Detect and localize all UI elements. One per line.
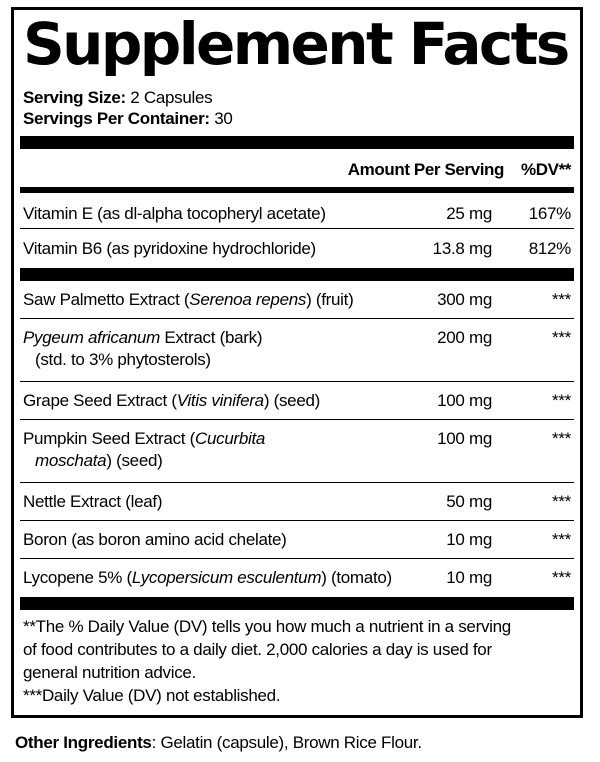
ingredient-amount: 50 mg [446, 492, 492, 511]
serving-size-label: Serving Size: [23, 88, 126, 107]
ingredient-dv: *** [552, 391, 571, 410]
supplement-facts-panel [11, 7, 583, 718]
nutrient-dv: 167% [528, 204, 571, 223]
ingredient-row [20, 428, 574, 483]
nutrient-amount: 25 mg [446, 204, 492, 223]
ingredient-amount: 10 mg [446, 568, 492, 587]
ingredient-name: Pygeum africanum Extract (bark) [23, 328, 263, 347]
medium-divider [20, 187, 574, 193]
nutrient-amount: 13.8 mg [432, 239, 492, 258]
ingredient-dv: *** [552, 429, 571, 448]
ingredient-amount: 100 mg [437, 391, 492, 410]
footnote-line: general nutrition advice. [23, 663, 197, 682]
ingredient-row [20, 529, 574, 559]
other-ingredients-value: : Gelatin (capsule), Brown Rice Flour. [151, 733, 422, 752]
panel-title: Supplement Facts [23, 10, 568, 78]
footnote-line: ***Daily Value (DV) not established. [23, 686, 281, 705]
ingredient-dv: *** [552, 530, 571, 549]
ingredient-dv: *** [552, 328, 571, 347]
ingredient-row [20, 491, 574, 521]
ingredient-name: Boron (as boron amino acid chelate) [23, 530, 287, 549]
ingredient-amount: 10 mg [446, 530, 492, 549]
ingredient-name: Lycopene 5% (Lycopersicum esculentum) (tomato) [23, 568, 392, 587]
dv-header: %DV** [521, 160, 571, 179]
ingredient-row [20, 567, 574, 596]
ingredient-name: Saw Palmetto Extract (Serenoa repens) (fruit) [23, 290, 354, 309]
ingredient-name-continued: moschata) (seed) [35, 451, 163, 470]
nutrient-name: Vitamin E (as dl-alpha tocopheryl acetate) [23, 204, 326, 223]
servings-per-container [23, 109, 233, 129]
ingredient-amount: 100 mg [437, 429, 492, 448]
ingredient-standardization: (std. to 3% phytosterols) [35, 350, 211, 369]
servings-per-container-label: Servings Per Container: [23, 109, 210, 128]
serving-size-value: 2 Capsules [130, 88, 213, 107]
ingredient-dv: *** [552, 492, 571, 511]
thick-divider [20, 597, 574, 610]
servings-per-container-value: 30 [214, 109, 233, 128]
ingredient-dv: *** [552, 568, 571, 587]
thick-divider [20, 268, 574, 281]
thick-divider [20, 136, 574, 149]
ingredient-name: Nettle Extract (leaf) [23, 492, 163, 511]
serving-size [23, 88, 212, 108]
ingredient-amount: 300 mg [437, 290, 492, 309]
nutrient-row [20, 203, 574, 229]
ingredient-row [20, 327, 574, 382]
ingredient-row [20, 289, 574, 319]
footnote-line: **The % Daily Value (DV) tells you how much a nutrient in a serving [23, 617, 511, 636]
ingredient-row [20, 390, 574, 420]
nutrient-name: Vitamin B6 (as pyridoxine hydrochloride) [23, 239, 316, 258]
amount-per-serving-header: Amount Per Serving [347, 160, 504, 179]
ingredient-name: Grape Seed Extract (Vitis vinifera) (seed) [23, 391, 320, 410]
ingredient-name: Pumpkin Seed Extract (Cucurbita [23, 429, 266, 448]
other-ingredients-label: Other Ingredients [15, 733, 152, 752]
ingredient-dv: *** [552, 290, 571, 309]
footnote-line: of food contributes to a daily diet. 2,000 calories a day is used for [23, 640, 492, 659]
nutrient-row [20, 238, 574, 263]
other-ingredients [15, 733, 422, 753]
nutrient-dv: 812% [528, 239, 571, 258]
ingredient-amount: 200 mg [437, 328, 492, 347]
